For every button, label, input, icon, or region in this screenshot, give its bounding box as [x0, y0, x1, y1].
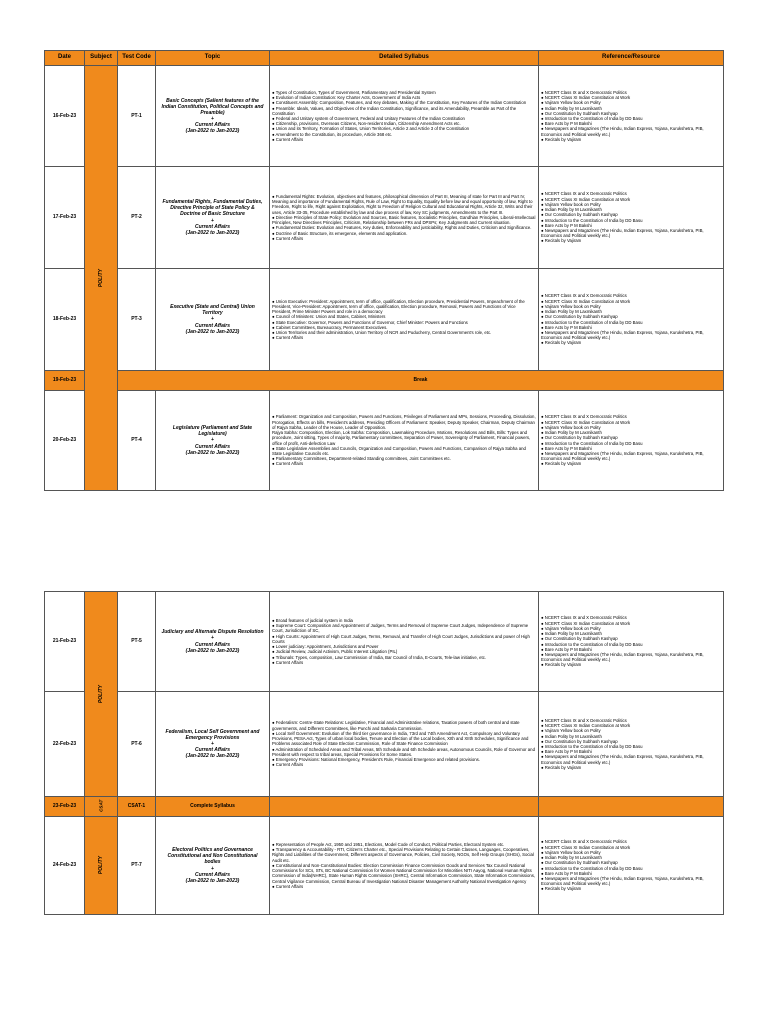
syllabus-line: ● State Executive: Governor, Powers and Functions of Governor, Chief Minister: Powers and Functions	[272, 319, 468, 325]
row-reference	[539, 817, 724, 915]
syllabus-line: ● Fundamental Rights: Evolution, objectives and features, philosophical dimension of Part III, Meaning of state for Part III and Part IV, Meaning and importance of Fundamental Rights, Rule of Law, Right to Equality, Equality before law and equal opportunity of law, Right to Freedom, Right to life, Right against Exploitation, Right to Freedom of Religion Cultural and Educational Rights, Article 32, Writs and their uses, Article 33-35, Procedure established by law and due process of law, Key SC judgments, Amendments to the Part III.	[272, 193, 533, 215]
row-reference	[539, 797, 724, 817]
syllabus-line: ● Broad features of judicial system in India	[272, 617, 353, 623]
syllabus-line: ● Types of Constitution, Types of Government, Parliamentary and Presidential System	[272, 89, 436, 95]
syllabus-line: ● Cabinet Committees, Bureaucracy, Permanent Executives.	[272, 324, 388, 330]
reference-line: ● NCERT: Class XI Indian Constitution at Work	[541, 620, 631, 626]
topic-title: Fundamental Rights, Fundamental Duties, Directive Principle of State Policy & Doctrine of Basic Structure	[162, 199, 263, 218]
reference-line: ● Bare Acts by P M Bakshi	[541, 324, 592, 330]
table-row	[45, 66, 724, 167]
syllabus-line: ● Current Affairs	[272, 461, 304, 467]
reference-line: ● Indian Polity by M Laxmikanth	[541, 631, 602, 637]
topic-current-affairs: Current Affairs	[194, 223, 230, 230]
syllabus-line: ● Lower judiciary: Appointment, Jurisdictions and Power	[272, 644, 379, 650]
row-date: 23-Feb-23	[45, 797, 85, 817]
row-syllabus	[270, 269, 539, 371]
syllabus-line: ● Evolution of Indian Constitution: Key Charter Acts, Government of India Acts	[272, 95, 421, 101]
row-topic	[156, 66, 270, 167]
topic-plus: +	[211, 217, 214, 224]
break-label: Break	[118, 371, 724, 391]
row-reference	[539, 391, 724, 491]
reference-line: ● Introduction to the Constitution of India by DD Basu	[541, 217, 643, 223]
syllabus-line: ● Parliamentary Committees, Department-related Standing committees, Joint Committees etc.	[272, 456, 451, 462]
syllabus-line: ● Preamble: Ideals, Values, and Objectives of the Indian Constitution, Significance, and its Amendability, Preamble as Part of the Constitution	[272, 105, 517, 116]
header-date: Date	[45, 51, 85, 66]
row-date: 21-Feb-23	[45, 592, 85, 692]
header-reference: Reference/Resource	[539, 51, 724, 66]
subject-label: POLITY	[97, 268, 104, 288]
break-row	[45, 371, 724, 391]
reference-line: ● NCERT Class IX and X Democratic Politics	[541, 615, 627, 621]
reference-line: ● Newspapers and Magazines (The Hindu, Indian Express, Yojana, Kurukshetra, PIB, Economics and Political weekly etc.)	[541, 651, 704, 663]
syllabus-line: ● Supreme Court: Composition and Appointment of Judges, Terms and Removal of Supreme Court Judges, Independence of Supreme Court, Jurisdiction of SC,	[272, 623, 529, 634]
syllabus-line: ● Federal and Unitary system of Government, Federal and Unitary Features of the Indian Constitution	[272, 116, 465, 121]
topic-title: Basic Concepts (Salient features of the Indian Constitution, Political Concepts and Preamble)	[161, 97, 264, 116]
reference-line: ● Our Constitution by Subhash Kashyap	[541, 435, 618, 441]
row-test-code: PT-3	[118, 269, 156, 371]
table-row	[45, 391, 724, 491]
topic-period: (Jan-2022 to Jan-2023)	[185, 128, 240, 135]
reference-line: ● Newspapers and Magazines (The Hindu, Indian Express, Yojana, Kurukshetra, PIB, Economics and Political weekly etc.)	[541, 875, 704, 887]
reference-line: ● Recitals by Vajiram	[541, 886, 582, 892]
topic-current-affairs: Current Affairs	[194, 443, 230, 450]
reference-line: ● Bare Acts by P M Bakshi	[541, 121, 592, 127]
topic-current-affairs: Current Affairs	[194, 322, 230, 329]
row-reference	[539, 66, 724, 167]
row-test-code: PT-4	[118, 391, 156, 491]
reference-line: ● NCERT: Class XI Indian Constitution at Work	[541, 419, 631, 425]
csat-row	[45, 797, 724, 817]
row-syllabus	[270, 797, 539, 817]
header-topic: Topic	[156, 51, 270, 66]
reference-line: ● NCERT Class IX and X Democratic Politics	[541, 414, 627, 420]
syllabus-line: ● Fundamental Duties: Evolution and Features, Key duties, Enforceability and justiciability, Rights and Duties, Criticism and Significance.	[272, 225, 532, 231]
subject-label: CSAT	[98, 800, 104, 813]
syllabus-line: ● Representation of People Act, 1950 and 1951, Elections, Model Code of Conduct, Political Parties, Electoral System etc.	[272, 841, 505, 847]
syllabus-line: ● Citizenship, provisions, Overseas Citizens, Non-resident Indian, Citizenship Amendment Acts etc.	[272, 121, 461, 127]
row-topic	[156, 269, 270, 371]
header-syllabus: Detailed Syllabus	[270, 51, 539, 66]
reference-line: ● Newspapers and Magazines (The Hindu, Indian Express, Yojana, Kurukshetra, PIB, Economics and Political weekly etc.)	[541, 227, 704, 239]
row-topic	[156, 817, 270, 915]
syllabus-line: Rajya Sabha: Composition, Election, Lok Sabha: Composition, Lawmaking Procedure, Motions, Resolutions and Bills, Bills: Types and procedure, Joint sitting, Types of majority, Parliamentary committees, Separation of Power, Sovereignty of Parliament, Financial powers, office of profit, Anti-defection Law	[272, 430, 531, 446]
reference-line: ● Vajiram Yellow book on Polity	[541, 100, 601, 106]
topic-title: Federalism, Local Self Government and Emergency Provisions	[165, 728, 260, 741]
reference-line: ● Introduction to the Constitution of India by DD Basu	[541, 641, 643, 647]
reference-line: ● Recitals by Vajiram	[541, 461, 582, 467]
reference-line: ● Bare Acts by P M Bakshi	[541, 445, 592, 451]
row-test-code: CSAT-1	[118, 797, 156, 817]
topic-title: Electoral Politics and Governance Constitutional and Non Constitutional bodies	[167, 847, 258, 866]
row-topic: Complete Syllabus	[156, 797, 270, 817]
syllabus-line: ● Constituent Assembly: Composition, Features, and Key debates, Making of the Constitution, Key Features of the Indian Constitution	[272, 100, 527, 106]
row-syllabus	[270, 692, 539, 797]
row-date: 19-Feb-23	[45, 371, 85, 391]
topic-period: (Jan-2022 to Jan-2023)	[185, 229, 240, 236]
reference-line: ● NCERT Class IX and X Democratic Politics	[541, 839, 627, 845]
syllabus-line: ● Local Self Government: Evolution of the third tier governance in India, 73rd and 74th Amendment Act, Compulsory and Voluntary Provisions, PESA Act, Types of urban local bodies, Tenure and Election of the Local bodies, XIth and XIIth Schedules, Significance and Problems associated Role of State Election Commission, Role of State Finance Commission	[272, 730, 529, 747]
reference-line: ● NCERT: Class XI Indian Constitution at Work	[541, 196, 631, 202]
table-row	[45, 692, 724, 797]
topic-current-affairs: Current Affairs	[194, 641, 230, 648]
reference-line: ● Vajiram Yellow book on Polity	[541, 201, 601, 207]
topic-current-affairs: Current Affairs	[194, 122, 230, 129]
reference-line: ● Bare Acts by P M Bakshi	[541, 646, 592, 652]
reference-line: ● Newspapers and Magazines (The Hindu, Indian Express, Yojana, Kurukshetra, PIB, Economics and Political weekly etc.)	[541, 754, 704, 765]
reference-line: ● Newspapers and Magazines (The Hindu, Indian Express, Yojana, Kurukshetra, PIB, Economics and Political weekly etc.)	[541, 450, 704, 462]
syllabus-line: ● Administration of Scheduled Areas and Tribal Areas, 5th Schedule and 6th Schedule areas, Autonomous Councils, Role of Governor and President with respect to tribal areas, Special Provisions for Some States.	[272, 746, 535, 757]
reference-line: ● Vajiram Yellow book on Polity	[541, 728, 601, 734]
syllabus-line: ● Transparency & Accountability - RTI, Citizen's Charter etc., Special Provisions Relating to Certain Classes, Languages, Cooperatives, Rights and Liabilities of the Government, Different aspects of Governance, Policies, Civil Society, NGOs, Self Help Groups (SHGs), Social Audit etc.	[272, 847, 534, 863]
syllabus-line: ● Current Affairs	[272, 659, 304, 665]
reference-line: ● Newspapers and Magazines (The Hindu, Indian Express, Yojana, Kurukshetra, PIB, Economics and Political weekly etc.)	[541, 126, 704, 137]
reference-line: ● NCERT: Class XI Indian Constitution at Work	[541, 844, 631, 850]
row-reference	[539, 592, 724, 692]
reference-line: ● Bare Acts by P M Bakshi	[541, 222, 592, 228]
header-test-code: Test Code	[118, 51, 156, 66]
reference-line: ● Newspapers and Magazines (The Hindu, Indian Express, Yojana, Kurukshetra, PIB, Economics and Political weekly etc.)	[541, 329, 704, 341]
table-row	[45, 817, 724, 915]
reference-line: ● Recitals by Vajiram	[541, 238, 582, 244]
reference-line: ● Our Constitution by Subhash Kashyap	[541, 860, 618, 866]
header-row	[45, 51, 724, 66]
reference-line: ● Introduction to the Constitution of India by DD Basu	[541, 116, 643, 121]
row-syllabus	[270, 167, 539, 269]
reference-line: ● Our Constitution by Subhash Kashyap	[541, 314, 618, 320]
reference-line: ● Vajiram Yellow book on Polity	[541, 303, 601, 309]
topic-period: (Jan-2022 to Jan-2023)	[185, 753, 240, 760]
reference-line: ● Indian Polity by M Laxmikanth	[541, 309, 602, 315]
reference-line: ● Introduction to the Constitution of India by DD Basu	[541, 744, 643, 749]
syllabus-line: ● Union Executive: President: Appointment, term of office, qualification, Election procedure, Presidential Powers, Impeachment of the President, Vice-President: Appointment, term of office, qualification, Election procedure, Removal, Powers and Functions of Vice President, Prime Minister Powers and role in a democracy	[272, 298, 525, 315]
syllabus-line: ● Current Affairs	[272, 136, 304, 142]
subject-cell	[85, 66, 118, 491]
topic-plus: +	[211, 865, 214, 872]
reference-line: ● Indian Polity by M Laxmikanth	[541, 733, 602, 739]
reference-line: ● Bare Acts by P M Bakshi	[541, 870, 592, 876]
topic-period: (Jan-2022 to Jan-2023)	[185, 647, 240, 654]
syllabus-line: ● Doctrine of Basic Structure, its emergence, elements and application.	[272, 230, 408, 236]
row-reference	[539, 692, 724, 797]
row-date: 16-Feb-23	[45, 66, 85, 167]
syllabus-line: ● Judicial Review, Judicial Activism, Public Interest Litigation (PIL)	[272, 649, 398, 655]
topic-plus: +	[211, 316, 214, 323]
topic-title: Executive (State and Central) Union Territory	[170, 304, 255, 317]
reference-line: ● Our Constitution by Subhash Kashyap	[541, 636, 618, 642]
syllabus-line: ● Emergency Provisions: National Emergency, President's Rule, Financial Emergence and related provisions.	[272, 757, 481, 763]
reference-line: ● Our Constitution by Subhash Kashyap	[541, 738, 618, 744]
reference-line: ● Our Constitution by Subhash Kashyap	[541, 212, 618, 218]
syllabus-line: ● Current Affairs	[272, 335, 304, 341]
row-test-code: PT-6	[118, 692, 156, 797]
syllabus-line: ● Directive Principles of State Policy: Evolution and Sources, Basic features, Socialistic Principles, Gandhian Principles, Liberal-Intellectual Principles, New Directives Principles, Criticism, Relationship between FRs and DPSPs; Key Judgments and Current situation.	[272, 214, 536, 226]
reference-line: ● NCERT Class IX and X Democratic Politics	[541, 89, 627, 95]
topic-plus: +	[211, 740, 214, 747]
topic-title: Judiciary and Alternate Dispute Resolution	[161, 629, 264, 636]
reference-line: ● Indian Polity by M Laxmikanth	[541, 855, 602, 861]
reference-line: ● Recitals by Vajiram	[541, 764, 582, 770]
syllabus-line: ● Constitutional and Non-Constitutional Bodies: Election Commission Finance Commission Goods and Services Tax Council National Commissions for SCs, STs, BC National Commission for Women National Commission for Minorities NITI Aayog, National Human Rights Commission of India(NHRC), State Human Rights Commission (SHRC), Central Information Commission, State Information Commissions, Central Vigilance Commission, Central Bureau of Investigation National Disaster Management Authority National Investigation Agency	[272, 862, 536, 884]
reference-line: ● Introduction to the Constitution of India by DD Basu	[541, 440, 643, 446]
topic-current-affairs: Current Affairs	[194, 747, 230, 754]
syllabus-line: ● Current Affairs	[272, 762, 304, 768]
table-row	[45, 269, 724, 371]
row-test-code: PT-1	[118, 66, 156, 167]
reference-line: ● Indian Polity by M Laxmikanth	[541, 207, 602, 213]
syllabus-line: ● Parliament: Organization and Composition, Powers and Functions, Privileges of Parliament and MPs, Sessions, Proceeding, Dissolution, Prorogation, Effects on bills, President's address, Presiding Officers of Parliament: Speaker, Deputy Speaker, Chairman, Deputy Chairman of Rajya Sabha, Leader of the House, Leader of Opposition.	[272, 414, 536, 430]
subject-cell	[85, 817, 118, 915]
topic-period: (Jan-2022 to Jan-2023)	[185, 877, 240, 884]
subject-label: POLITY	[97, 856, 104, 875]
reference-line: ● Recitals by Vajiram	[541, 136, 582, 142]
schedule-table-part-2	[44, 591, 724, 915]
topic-plus: +	[211, 437, 214, 444]
reference-line: ● NCERT Class IX and X Democratic Politics	[541, 191, 627, 197]
reference-line: ● Vajiram Yellow book on Polity	[541, 424, 601, 430]
row-reference	[539, 269, 724, 371]
reference-line: ● NCERT Class IX and X Democratic Politics	[541, 293, 627, 299]
syllabus-line: ● Current Affairs	[272, 883, 304, 889]
reference-line: ● Bare Acts by P M Bakshi	[541, 749, 592, 755]
header-subject: Subject	[85, 51, 118, 66]
row-date: 17-Feb-23	[45, 167, 85, 269]
topic-period: (Jan-2022 to Jan-2023)	[185, 328, 240, 335]
table-row	[45, 592, 724, 692]
topic-plus: +	[211, 635, 214, 642]
row-date: 22-Feb-23	[45, 692, 85, 797]
syllabus-line: ● Amendment to the Constitution, its procedure, Article 368 etc.	[272, 131, 393, 137]
row-test-code: PT-7	[118, 817, 156, 915]
subject-label: POLITY	[97, 684, 104, 704]
reference-line: ● Indian Polity by M Laxmikanth	[541, 430, 602, 436]
topic-current-affairs: Current Affairs	[194, 871, 230, 878]
row-date: 20-Feb-23	[45, 391, 85, 491]
topic-plus: +	[211, 116, 214, 122]
reference-line: ● NCERT: Class XI Indian Constitution at Work	[541, 298, 631, 304]
syllabus-line: ● Union Territories and their administration, Union Territory of NCR and Puducherry, Central Government's role, etc.	[272, 329, 492, 335]
reference-line: ● Introduction to the Constitution of India by DD Basu	[541, 865, 643, 871]
row-date: 18-Feb-23	[45, 269, 85, 371]
reference-line: ● NCERT: Class XI Indian Constitution at Work	[541, 723, 631, 729]
row-syllabus	[270, 817, 539, 915]
row-test-code: PT-5	[118, 592, 156, 692]
reference-line: ● NCERT: Class XI Indian Constitution at Work	[541, 95, 631, 101]
schedule-table-part-1	[44, 50, 724, 491]
reference-line: ● Vajiram Yellow book on Polity	[541, 625, 601, 631]
row-topic	[156, 692, 270, 797]
syllabus-line: ● High Courts: Appointment of High Court Judges, Terms, Removal, and Transfer of High Court Judges, Jurisdictions and power of High Courts	[272, 633, 530, 644]
row-syllabus	[270, 66, 539, 167]
row-reference	[539, 167, 724, 269]
row-syllabus	[270, 592, 539, 692]
reference-line: ● Indian Polity by M Laxmikanth	[541, 105, 602, 111]
topic-title: Legislature (Parliament and State Legislature)	[172, 425, 253, 438]
reference-line: ● Vajiram Yellow book on Polity	[541, 849, 601, 855]
syllabus-line: ● State Legislative Assemblies and Councils, Organization and Composition, Powers and Functions, Comparison of Rajya Sabha and State Legislative Councils etc.	[272, 445, 526, 456]
topic-period: (Jan-2022 to Jan-2023)	[185, 449, 240, 456]
reference-line: ● Recitals by Vajiram	[541, 340, 582, 346]
row-date: 24-Feb-23	[45, 817, 85, 915]
reference-line: ● Recitals by Vajiram	[541, 662, 582, 668]
subject-cell	[85, 592, 118, 797]
reference-line: ● Introduction to the Constitution of India by DD Basu	[541, 319, 643, 325]
syllabus-line: ● Tribunals: Types, composition, Law Commission of India, Bar Council of India, E-Courts, Tele-law initiative, etc.	[272, 654, 487, 660]
syllabus-line: ● Council of Ministers: Union and States, Cabinet, Ministers	[272, 314, 386, 320]
row-topic	[156, 167, 270, 269]
reference-line: ● NCERT Class IX and X Democratic Politics	[541, 717, 627, 723]
reference-line: ● Our Constitution by Subhash Kashyap	[541, 110, 618, 116]
subject-cell	[85, 797, 118, 817]
row-syllabus	[270, 391, 539, 491]
row-topic	[156, 391, 270, 491]
syllabus-line: ● Current Affairs	[272, 235, 304, 241]
syllabus-line: ● Union and its Territory, Formation of States, Union Territories, Article 2 and Article 3 of the Constitution	[272, 126, 470, 132]
table-row	[45, 167, 724, 269]
syllabus-line: ● Federalism: Centre-State Relations: Legislative, Financial and Administrative relations, Taxation powers of both central and state governments, and Different Committees, like Punchi and Sarkaria Commission.	[272, 720, 520, 731]
row-test-code: PT-2	[118, 167, 156, 269]
row-topic	[156, 592, 270, 692]
